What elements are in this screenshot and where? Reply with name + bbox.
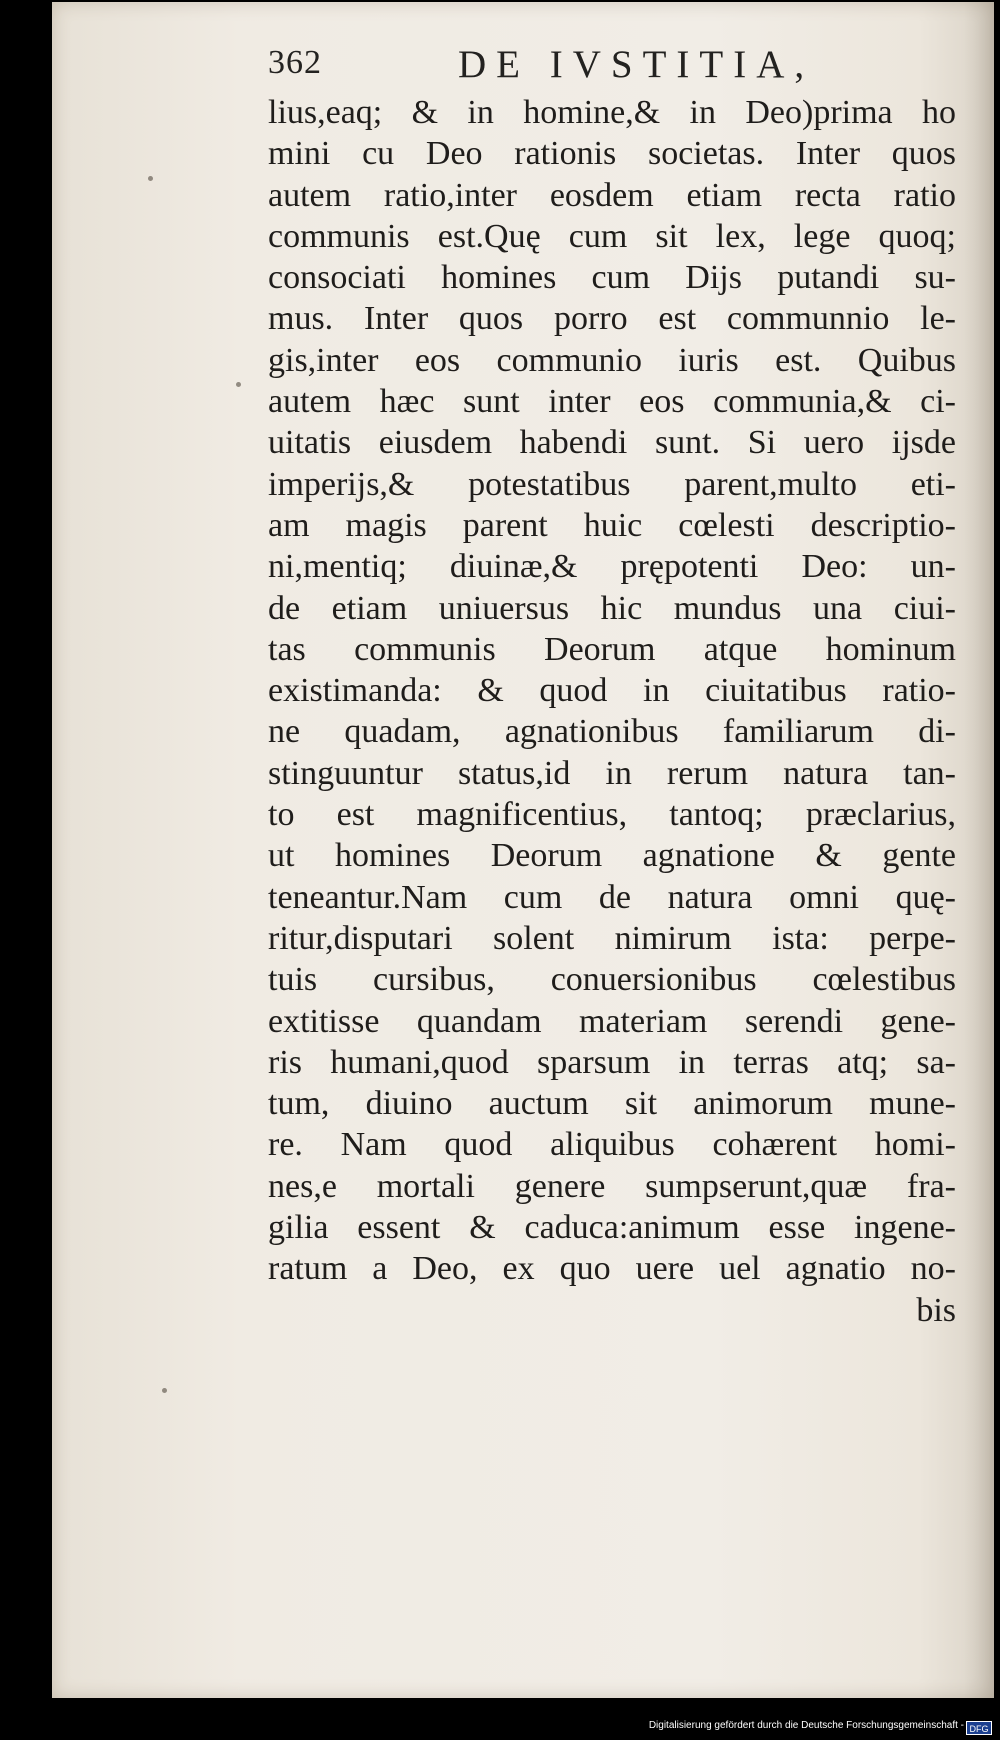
text-line: ni,mentiq; diuinæ,& prępotenti Deo: un-: [268, 548, 956, 586]
text-line: autem hæc sunt inter eos communia,& ci-: [268, 383, 956, 421]
text-line: to est magnificentius, tantoq; præclarius,: [268, 796, 956, 834]
text-line: tas communis Deorum atque hominum: [268, 630, 956, 668]
text-line: teneantur.Nam cum de natura omni quę-: [268, 878, 956, 916]
page-number: 362: [268, 44, 322, 81]
text-line: communis est.Quę cum sit lex, lege quoq;: [268, 217, 956, 255]
text-line: re. Nam quod aliquibus cohærent homi-: [268, 1126, 956, 1164]
text-line: mini cu Deo rationis societas. Inter quos: [268, 135, 956, 173]
ink-speck: [236, 382, 241, 387]
text-line: tum, diuino auctum sit animorum mune-: [268, 1085, 956, 1123]
text-line: stinguuntur status,id in rerum natura tan-: [268, 754, 956, 792]
page-gutter-shadow: [964, 2, 994, 1698]
ink-speck: [162, 1388, 167, 1393]
text-line: uitatis eiusdem habendi sunt. Si uero ijsde: [268, 424, 956, 462]
text-line: de etiam uniuersus hic mundus una ciui-: [268, 589, 956, 627]
text-line: existimanda: & quod in ciuitatibus ratio-: [268, 672, 956, 710]
catchword: bis: [916, 1291, 956, 1329]
funding-credit-text: Digitalisierung gefördert durch die Deutsche Forschungsgemeinschaft -: [648, 1720, 964, 1731]
text-line: am magis parent huic cœlesti descriptio-: [268, 506, 956, 544]
body-text: [268, 92, 956, 1331]
text-line: autem ratio,inter eosdem etiam recta ratio: [268, 176, 956, 214]
text-line: gis,inter eos communio iuris est. Quibus: [268, 341, 956, 379]
running-title: DE IVSTITIA,: [458, 43, 815, 86]
digitization-credit-bar: [0, 1718, 1000, 1740]
dfg-logo: DFG: [966, 1721, 992, 1735]
text-line: gilia essent & caduca:animum esse ingene-: [268, 1209, 956, 1247]
text-line: extitisse quandam materiam serendi gene-: [268, 1002, 956, 1040]
text-line: mus. Inter quos porro est communnio le-: [268, 300, 956, 338]
text-line: ne quadam, agnationibus familiarum di-: [268, 713, 956, 751]
ink-speck: [148, 176, 153, 181]
text-line: ris humani,quod sparsum in terras atq; sa-: [268, 1043, 956, 1081]
text-line: nes,e mortali genere sumpserunt,quæ fra-: [268, 1167, 956, 1205]
text-line: tuis cursibus, conuersionibus cœlestibus: [268, 961, 956, 999]
text-line: imperijs,& potestatibus parent,multo eti-: [268, 465, 956, 503]
text-line: ritur,disputari solent nimirum ista: perpe-: [268, 919, 956, 957]
text-line: ut homines Deorum agnatione & gente: [268, 837, 956, 875]
text-line: ratum a Deo, ex quo uere uel agnatio no-: [268, 1250, 956, 1288]
text-line: lius,eaq; & in homine,& in Deo)prima ho: [268, 94, 956, 131]
text-line: consociati homines cum Dijs putandi su-: [268, 259, 956, 297]
